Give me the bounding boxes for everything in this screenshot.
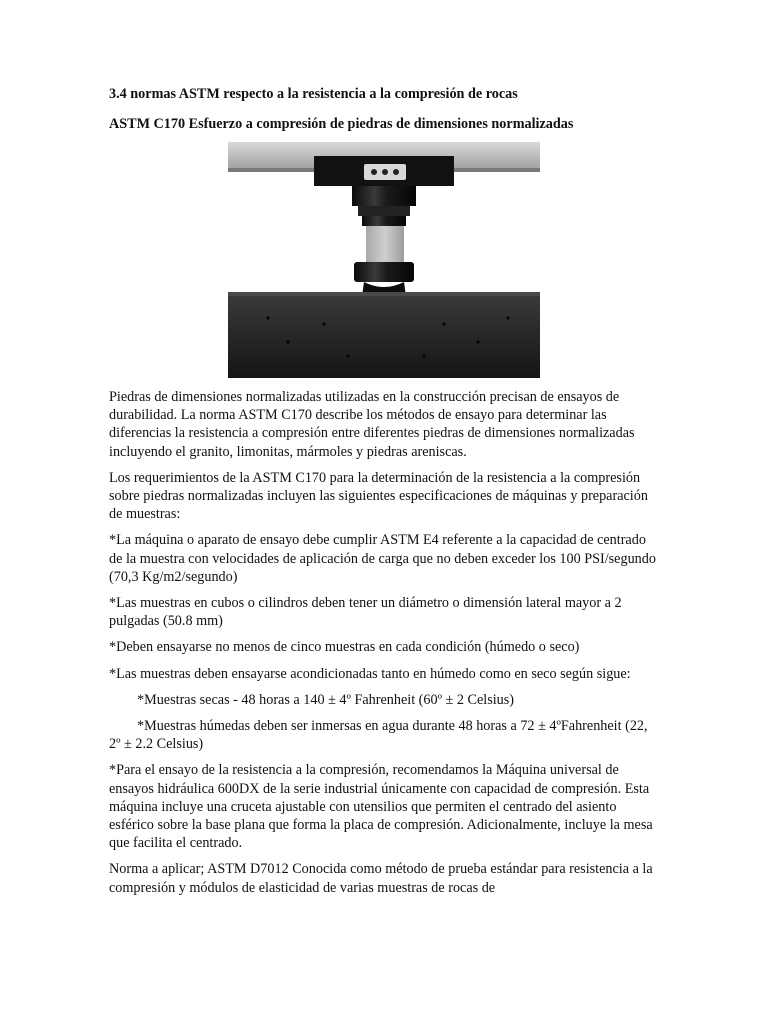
condition-item: *Muestras secas - 48 horas a 140 ± 4º Fahrenheit (60º ± 2 Celsius)	[137, 691, 515, 708]
requirement-item: *Deben ensayarse no menos de cinco muestras en cada condición (húmedo o seco)	[109, 639, 580, 656]
standard-paragraph: Norma a aplicar; ASTM D7012 Conocida como método de prueba estándar para resistencia a la compresión y módulos de elasticidad de varias muestras de rocas de	[109, 861, 653, 896]
recommendation-paragraph: *Para el ensayo de la resistencia a la compresión, recomendamos la Máquina universal de ensayos hidráulica 600DX de la serie industrial únicamente con capacidad de compresión. Esta máquina incluye una cruceta ajustable con utensilios que permiten el centrado del asiento esférico sobre la base plana que forma la placa de compresión. Adicionalmente, incluye la mesa que facilita el centrado.	[109, 762, 653, 852]
compression-test-photo	[228, 142, 540, 378]
condition-item: *Muestras húmedas deben ser inmersas en agua durante 48 horas a 72 ± 4ºFahrenheit (22, 2º ± 2.2 Celsius)	[109, 718, 648, 753]
requirement-item: *Las muestras en cubos o cilindros deben tener un diámetro o dimensión lateral mayor a 2 pulgadas (50.8 mm)	[109, 595, 622, 630]
requirement-item: *Las muestras deben ensayarse acondicionadas tanto en húmedo como en seco según sigue:	[109, 665, 631, 682]
intro-paragraph: Piedras de dimensiones normalizadas utilizadas en la construcción precisan de ensayos de durabilidad. La norma ASTM C170 describe los métodos de ensayo para determinar las diferencias la resistencia a compresión entre diferentes piedras de dimensiones normalizadas incluyendo el granito, limonitas, mármoles y piedras areniscas.	[109, 389, 635, 460]
document-body	[109, 84, 661, 905]
requirement-item: *La máquina o aparato de ensayo debe cumplir ASTM E4 referente a la capacidad de centrado de la muestra con velocidades de aplicación de carga que no deben exceder los 100 PSI/segundo (70,3 Kg/m2/segundo)	[109, 532, 656, 585]
requirements-paragraph: Los requerimientos de la ASTM C170 para la determinación de la resistencia a la compresión sobre piedras normalizadas incluyen las siguientes especificaciones de máquinas y preparación de muestras:	[109, 469, 648, 523]
section-heading: 3.4 normas ASTM respecto a la resistencia a la compresión de rocas	[109, 86, 518, 102]
subsection-heading: ASTM C170 Esfuerzo a compresión de piedras de dimensiones normalizadas	[109, 116, 574, 132]
